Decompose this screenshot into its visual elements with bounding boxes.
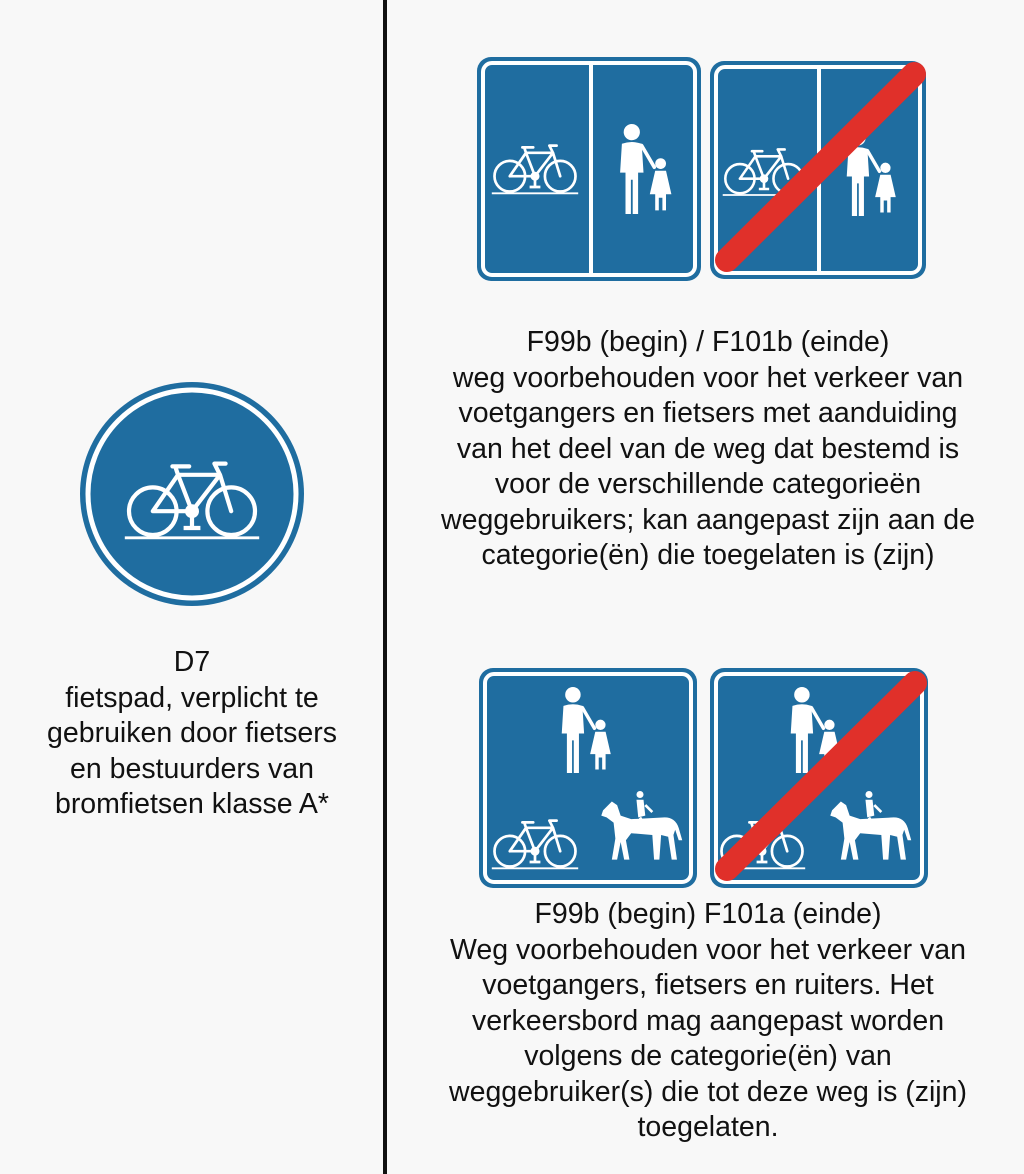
d7-caption [10,645,374,823]
caption-line: D7 [173,646,211,678]
caption-line: weg voorbehouden voor het verkeer van [452,361,964,394]
caption-line: bromfietsen klasse A* [54,788,330,820]
sign-d7 [78,380,306,608]
sign-f99b-pedestrian-bicycle [476,56,702,282]
caption-line: weggebruiker(s) die tot deze weg is (zijn) [449,1075,967,1108]
caption-line: weggebruikers; kan aangepast zijn aan de [441,503,975,536]
caption-line: verkeersbord mag aangepast worden [471,1004,945,1037]
caption-line: fietspad, verplicht te [65,681,319,714]
caption-line: categorie(ën) die toegelaten is (zijn) [481,539,935,571]
caption-line: F99b (begin) F101a (einde) [534,898,882,930]
f99b-f101a-caption [392,897,1024,1146]
f99b-f101b-caption [392,325,1024,574]
caption-line: voetgangers, fietsers en ruiters. Het [482,969,934,1001]
caption-line: van het deel van de weg dat bestemd is [456,432,960,465]
caption-line: gebruiken door fietsers [47,717,337,749]
sign-f99b-pedestrian-bicycle-horse [478,667,698,889]
column-divider [383,0,387,1174]
caption-line: voetgangers en fietsers met aanduiding [458,397,958,429]
caption-line: en bestuurders van [70,752,314,785]
caption-line: volgens de categorie(ën) van [524,1040,892,1072]
caption-line: voor de verschillende categorieën [494,468,922,500]
caption-line: Weg voorbehouden voor het verkeer van [450,933,966,966]
sign-f101b-end-pedestrian-bicycle [709,60,927,280]
sign-f101a-end-pedestrian-bicycle-horse [709,667,929,889]
caption-line: F99b (begin) / F101b (einde) [526,326,890,358]
caption-line: toegelaten. [637,1111,779,1143]
